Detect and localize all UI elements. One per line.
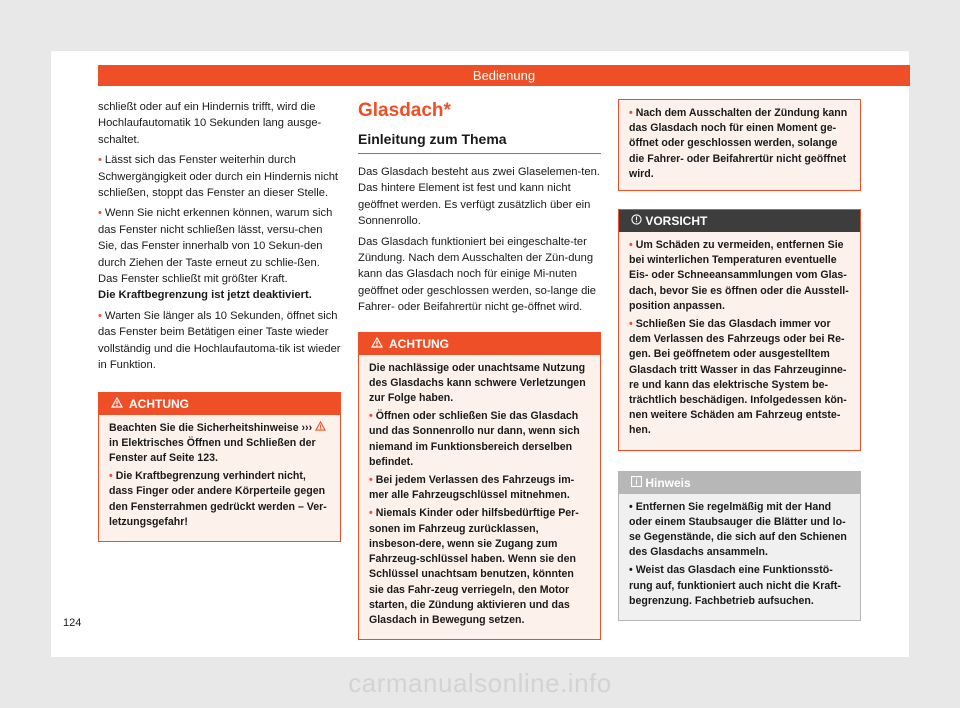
- bullet-item: • Bei jedem Verlassen des Fahrzeugs im-mer alle Fahrzeugschlüssel mitnehmen.: [369, 474, 575, 502]
- bullet-icon: •: [629, 107, 633, 119]
- warning-triangle-icon: [371, 333, 383, 355]
- bullet-icon: •: [629, 564, 633, 577]
- warning-intro: Die nachlässige oder unachtsame Nutzung des Glasdachs kann schwere Verletzungen zur Folge haben.: [369, 361, 586, 405]
- bullet-icon: •: [629, 239, 633, 252]
- bullet-item: • Entfernen Sie regelmäßig mit der Hand oder einem Staubsauger die Blätter und lo-se Gegenstände, die sich auf den Schienen des Glasdachs ansammeln.: [629, 500, 847, 559]
- warning-intro: Beachten Sie die Sicherheitshinweise ››› in Elektrisches Öffnen und Schließen der Fenster auf Seite 123.: [109, 421, 330, 467]
- bullet-item: • Wenn Sie nicht erkennen können, warum sich das Fenster nicht schließen lässt, versu-chen Sie, das Fenster innerhalb von 10 Sekun-den durch Ziehen der Taste erneut zu schlie-ßen. Das Fenster schließt mit größter Kraft.: [98, 207, 333, 286]
- bullet-icon: •: [98, 154, 102, 167]
- paragraph: Das Glasdach funktioniert bei eingeschalte-ter Zündung. Nach dem Ausschalten der Zün-dung kann das Glasdach noch für einige Mi-nuten geöffnet oder geschlossen werden, so-lange die Fahrer- oder Beifahrertür nicht ge-öffnet wird.: [358, 235, 597, 314]
- bullet-item: • Schließen Sie das Glasdach immer vor dem Verlassen des Fahrzeugs oder bei Re-gen. Bei geöffnetem oder ausgestelltem Glasdach tritt Wasser in das Fahrzeuginne-re und kann das elektrische System be-trächtlich beschädigen. Infolgedessen kön-nen weitere Schäden am Fahrzeug entste-hen.: [629, 318, 847, 437]
- bullet-item: • Die Kraftbegrenzung verhindert nicht, dass Finger oder andere Körperteile gegen den Fensterrahmen gedrückt werden – Ver-letzungsgefahr!: [109, 470, 327, 528]
- paragraph: schließt oder auf ein Hindernis trifft, wird die Hochlaufautomatik 10 Sekunden lang ausge-schaltet.: [98, 101, 322, 146]
- manual-page: [51, 51, 909, 657]
- section-header: Bedienung: [98, 65, 910, 86]
- column-right: [618, 99, 861, 621]
- paragraph: Das Glasdach besteht aus zwei Glaselemen-ten. Das hintere Element ist fest und kann nicht geöffnet werden. Es verfügt zusätzlich über ein Sonnenrollo.: [358, 166, 600, 228]
- bullet-icon: •: [369, 410, 373, 423]
- bullet-icon: •: [369, 507, 373, 520]
- bullet-icon: •: [109, 470, 113, 483]
- caution-box: [618, 209, 861, 451]
- bold-note: Die Kraftbegrenzung ist jetzt deaktiviert.: [98, 289, 312, 302]
- section-title: Einleitung zum Thema: [358, 131, 507, 147]
- warning-header: ACHTUNG: [99, 393, 340, 415]
- warning-box: [358, 332, 601, 640]
- bullet-item: • Öffnen oder schließen Sie das Glasdach und das Sonnenrollo nur dann, wenn sich niemand im Funktionsbereich derselben befindet.: [369, 410, 580, 468]
- bullet-icon: •: [98, 207, 102, 220]
- info-circle-icon: [631, 214, 645, 228]
- note-box: [618, 471, 861, 621]
- watermark: carmanualsonline.info: [348, 668, 612, 698]
- bullet-icon: •: [629, 500, 633, 513]
- bullet-icon: •: [98, 309, 102, 322]
- warning-triangle-icon: [315, 422, 326, 434]
- column-middle: [358, 99, 601, 640]
- column-left: [98, 99, 341, 542]
- bullet-icon: •: [629, 318, 633, 331]
- warning-box: [98, 392, 341, 542]
- bullet-item: • Um Schäden zu vermeiden, entfernen Sie bei winterlichen Temperaturen eventuelle Eis- oder Schneeansammlungen vom Glas-dach, bevor Sie es öffnen oder die Ausstell-position anpassen.: [629, 239, 849, 312]
- bullet-item: • Niemals Kinder oder hilfsbedürftige Per-sonen im Fahrzeug zurücklassen, insbeson-dere, wenn sie Zugang zum Fahrzeug-schlüssel haben. Wenn sie den Schlüssel unachtsam benutzen, könnten sie das Fahr-zeug verriegeln, den Motor starten, die Zündung aktivieren und das Glasdach in Bewegung setzen.: [369, 507, 579, 626]
- warning-header: ACHTUNG: [359, 333, 600, 355]
- bullet-item: • Lässt sich das Fenster weiterhin durch Schwergängigkeit oder durch ein Hindernis nicht schließen, stoppt das Fenster an dieser Stelle.: [98, 154, 339, 200]
- bullet-item: • Nach dem Ausschalten der Zündung kann das Glasdach noch für einen Moment ge-öffnet oder geschlossen werden, solange die Fahrer- oder Beifahrertür nicht geöffnet wird.: [629, 107, 848, 180]
- page-title: Glasdach*: [358, 100, 451, 121]
- info-icon: [631, 476, 645, 490]
- bullet-icon: •: [369, 474, 373, 487]
- page-number: 124: [63, 617, 82, 629]
- divider: [358, 153, 601, 154]
- caution-header: VORSICHT: [619, 210, 860, 232]
- warning-continuation-box: [618, 99, 861, 191]
- bullet-item: • Warten Sie länger als 10 Sekunden, öffnet sich das Fenster beim Betätigen einer Taste wieder vollständig und die Hochlaufautoma-tik ist wieder in Funktion.: [98, 309, 341, 372]
- note-header: Hinweis: [619, 472, 860, 494]
- warning-triangle-icon: [111, 393, 123, 415]
- bullet-item: • Weist das Glasdach eine Funktionsstö-rung auf, funktioniert auch nicht die Kraft-begrenzung. Fachbetrieb aufsuchen.: [629, 564, 841, 607]
